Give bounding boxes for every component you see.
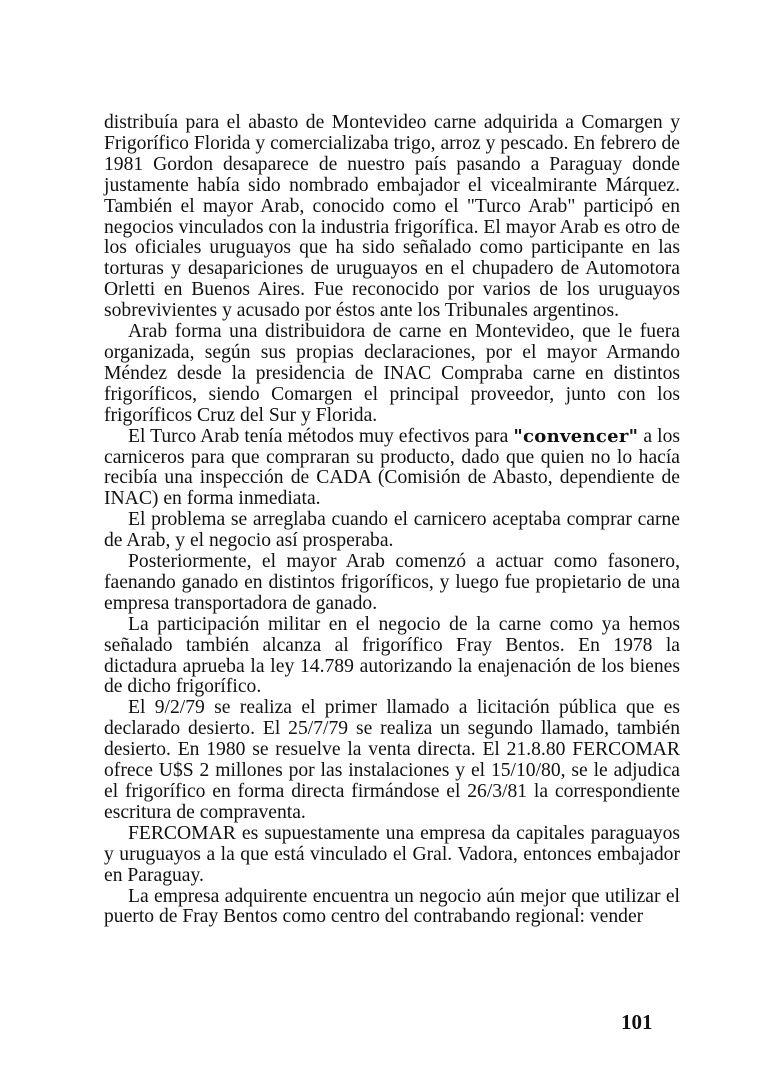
paragraph-text: El problema se arreglaba cuando el carnicero aceptaba comprar carne de Arab, y el negocio así prosperaba. bbox=[104, 509, 680, 552]
paragraph-text: a los carniceros para que compraran su producto, dado que quien no lo hacía recibía una inspección de CADA (Comisión de Abasto, dependiente de INAC) en forma inmediata. bbox=[104, 425, 680, 510]
page-body bbox=[104, 113, 680, 928]
paragraph-text: La empresa adquirente encuentra un negocio aún mejor que utilizar el puerto de Fray Bentos como centro del contrabando regional: vender bbox=[104, 885, 680, 928]
paragraph-text: La participación militar en el negocio de la carne como ya hemos señalado también alcanza al frigorífico Fray Bentos. En 1978 la dictadura aprueba la ley 14.789 autorizando la enajenación de los bienes de dicho frigorífico. bbox=[104, 613, 680, 698]
paragraph bbox=[104, 427, 680, 511]
paragraph-text: Posteriormente, el mayor Arab comenzó a actuar como fasonero, faenando ganado en distintos frigoríficos, y luego fue propietario de una empresa transportadora de ganado. bbox=[104, 551, 680, 614]
paragraph-text: FERCOMAR es supuestamente una empresa da capitales paraguayos y uruguayos a la que está vinculado el Gral. Vadora, entonces embajador en Paraguay. bbox=[104, 822, 680, 886]
paragraph bbox=[104, 824, 680, 887]
page-number: 101 bbox=[621, 1010, 653, 1034]
paragraph bbox=[104, 322, 680, 427]
paragraph bbox=[104, 552, 680, 615]
paragraph-text: Arab forma una distribuidora de carne en Montevideo, que le fuera organizada, según sus propias declaraciones, por el mayor Armando Méndez desde la presidencia de INAC Compraba carne en distintos frigoríficos, siendo Comargen el principal proveedor, junto con los frigoríficos Cruz del Sur y Florida. bbox=[104, 321, 680, 426]
paragraph bbox=[104, 113, 680, 322]
paragraph bbox=[104, 615, 680, 699]
paragraph bbox=[104, 887, 680, 929]
paragraph-text: El 9/2/79 se realiza el primer llamado a licitación pública que es declarado desierto. El 25/7/79 se realiza un segundo llamado, también desierto. En 1980 se resuelve la venta directa. El 21.8.80 FERCOMAR ofrece U$S 2 millones por las instalaciones y el 15/10/80, se le adjudica el frigorífico en forma directa firmándose el 26/3/81 la correspondiente escritura de compraventa. bbox=[104, 697, 680, 823]
paragraph bbox=[104, 698, 680, 823]
paragraph-text: distribuía para el abasto de Montevideo carne adquirida a Comargen y Frigorífico Florida y comercializaba trigo, arroz y pescado. En febrero de 1981 Gordon desaparece de nuestro país pasando a Paraguay donde justamente había sido nombrado embajador el vicealmirante Márquez. También el mayor Arab, conocido como el "Turco Arab" participó en negocios vinculados con la industria frigorífica. El mayor Arab es otro de los oficiales uruguayos que ha sido señalado como participante en las torturas y desapariciones de uruguayos en el chupadero de Automotora Orletti en Buenos Aires. Fue reconocido por varios de los uruguayos sobrevivientes y acusado por éstos ante los Tribunales argentinos. bbox=[104, 112, 680, 322]
paragraph bbox=[104, 510, 680, 552]
emphasized-text: "convencer" bbox=[513, 425, 639, 447]
paragraph-text: El Turco Arab tenía métodos muy efectivos para bbox=[128, 425, 514, 447]
